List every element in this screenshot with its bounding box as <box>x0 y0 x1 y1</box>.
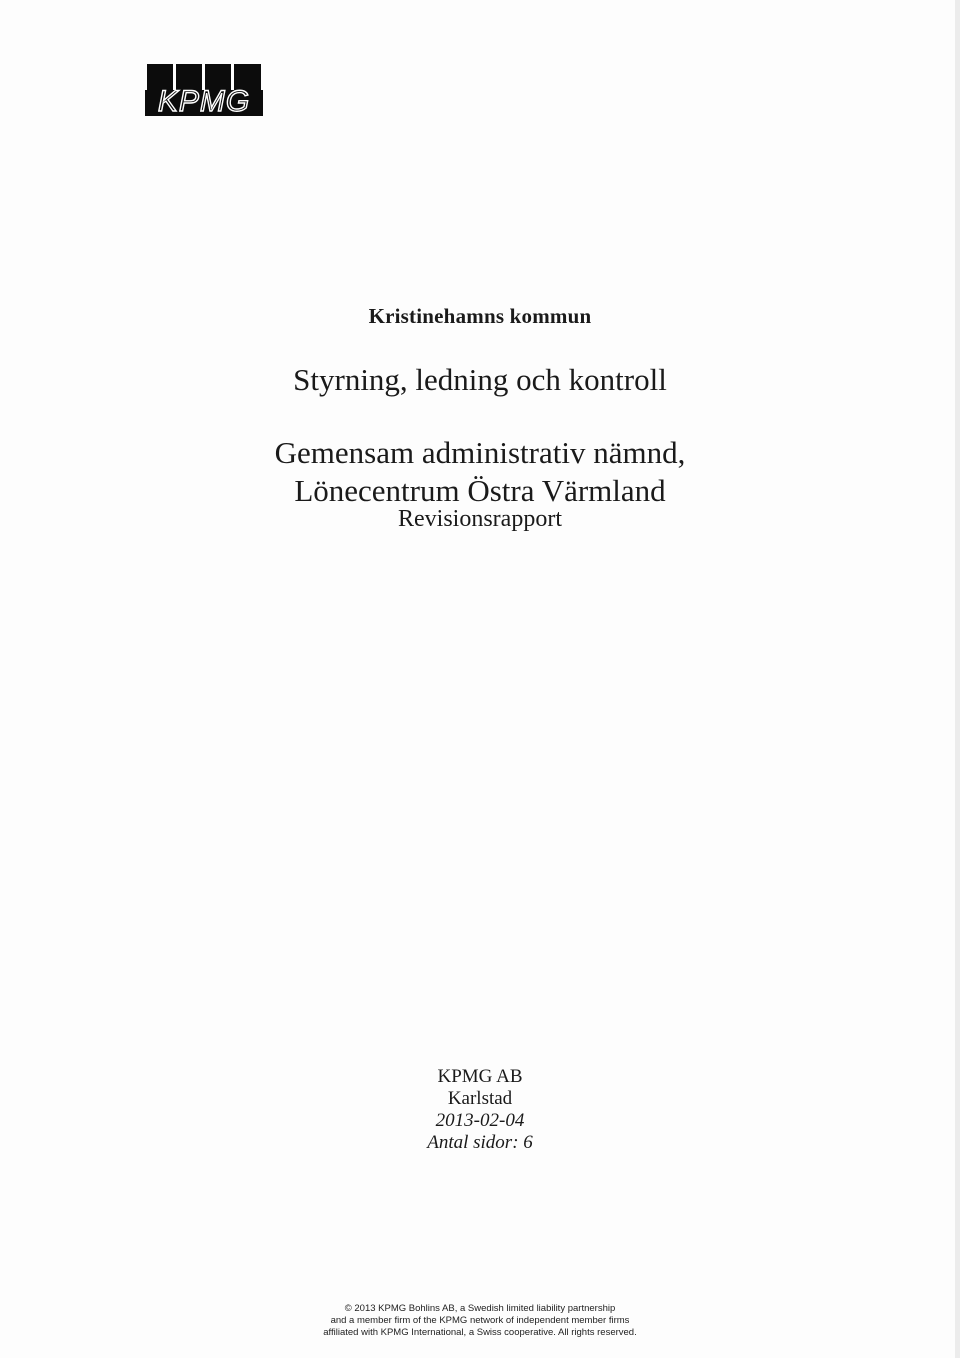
subtitle-line-1: Gemensam administrativ nämnd, <box>274 435 686 470</box>
kpmg-logo-icon <box>145 64 263 118</box>
issuer-city: Karlstad <box>447 1088 513 1109</box>
kpmg-logo <box>145 64 263 118</box>
report-date: 2013-02-04 <box>435 1110 525 1131</box>
client-name: Kristinehamns kommun <box>368 304 592 328</box>
report-type: Revisionsrapport <box>398 506 562 532</box>
footer-line-2: and a member firm of the KPMG network of independent member firms <box>330 1315 630 1326</box>
svg-text:KPMG: KPMG <box>157 85 251 118</box>
report-title: Styrning, ledning och kontroll <box>293 362 667 397</box>
footer-line-3: affiliated with KPMG International, a Swiss cooperative. All rights reserved. <box>323 1327 637 1338</box>
scan-edge <box>955 0 960 1358</box>
copyright-footer <box>0 1303 960 1339</box>
issuer-company: KPMG AB <box>437 1066 523 1087</box>
page-count: Antal sidor: 6 <box>427 1132 533 1153</box>
report-subtitle <box>0 434 960 510</box>
issuer-block <box>0 1066 960 1154</box>
subtitle-line-2: Lönecentrum Östra Värmland <box>294 473 666 508</box>
footer-line-1: © 2013 KPMG Bohlins AB, a Swedish limited liability partnership <box>344 1303 616 1314</box>
